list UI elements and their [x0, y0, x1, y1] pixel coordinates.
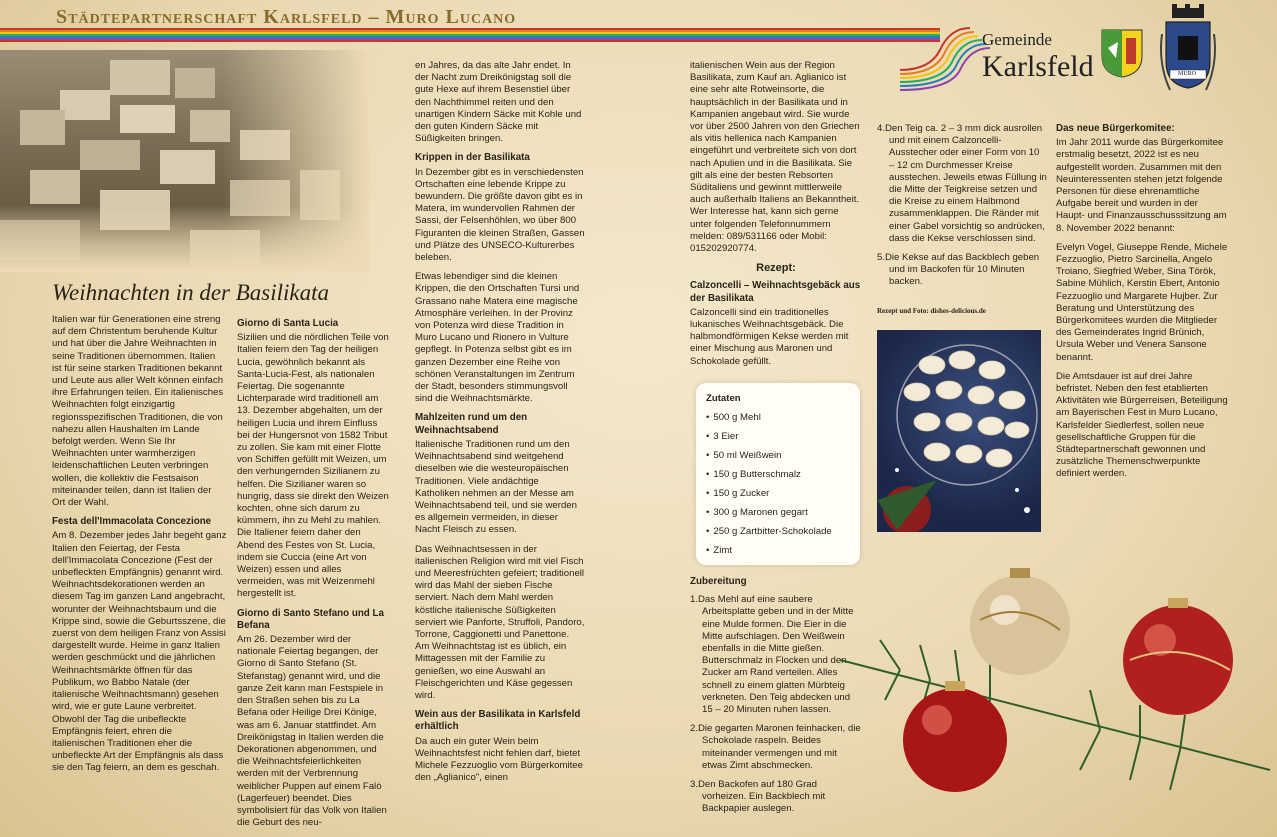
- paragraph: Italienische Traditionen rund um den Weihnachtsabend sind weitgehend dieselben wie die westeuropäischen Traditionen. Viele andächtige Katholiken nehmen an der Messe am Weihnachtsabend teil, und sie werden es allgemein vermeiden, in dieser Nacht Fleisch zu essen.: [415, 438, 577, 536]
- ingredient-item: • Zimt: [706, 541, 850, 560]
- paragraph: Etwas lebendiger sind die kleinen Krippen, die den Ortschaften Tursi und Grassano nahe Matera eine magische Atmosphäre verleihen. In der Provinz von Potenza wird diese Tradition in Muro Lucano und Rionero in Vulture gepflegt. In Potenza selbst gibt es im ganzen Dezember eine Reihe von schönen Veranstaltungen im Zentrum der Stadt, besonders stimmungsvoll sind die Weihnachtsmärkte.: [415, 271, 580, 405]
- article-title: Weihnachten in der Basilikata: [52, 280, 330, 305]
- ingredient-item: • 150 g Butterschmalz: [706, 465, 850, 484]
- step-item: 3.Den Backofen auf 180 Grad vorheizen. Ein Backblech mit Backpapier auslegen.: [690, 779, 826, 815]
- recipe-heading: Rezept:: [756, 262, 796, 275]
- section-heading: Mahlzeiten rund um den Weihnachtsabend: [415, 412, 528, 436]
- paragraph: en Jahres, da das alte Jahr endet. In der Nacht zum Dreikönigstag soll die gute Hexe auf ihrem Besenstiel über den Nachthimmel reiten und den unartigen Kindern Säcke mit Kohle und den guten Kindern Säcke mit Süßigkeiten bringen.: [415, 60, 582, 145]
- column-2: [237, 314, 389, 836]
- photo-fade: [0, 50, 370, 272]
- logo-block: [900, 0, 1277, 105]
- ingredient-item: • 3 Eier: [706, 427, 850, 446]
- section-heading: Krippen in der Basilikata: [415, 152, 530, 164]
- paragraph: Am 26. Dezember wird der nationale Feiertag begangen, der Giorno di Santo Stefano (St. Stefanstag) genannt wird, und die ganze Zeit kann man Festspiele in den Straßen sehen bis zu La Befana oder Heilige Drei Könige, was am 6. Januar stattfindet. Am Dreikönigstag in Italien werden die Dekorationen abgenommen, und die Weihnachtsfeierlichkeiten werden mit der Verbrennung weiblicher Puppen auf einem Falò (Lagerfeuer) beendet. Dies symbolisiert für das Volk von Italien die Geburt des neu-: [237, 634, 387, 829]
- preparation-steps: [690, 576, 862, 823]
- muro-label: MURO: [1178, 71, 1197, 77]
- section-heading: Wein aus der Basilikata in Karlsfeld erhältlich: [415, 709, 581, 733]
- ingredient-item: • 150 g Zucker: [706, 484, 850, 503]
- column-1: [52, 314, 227, 782]
- town-photo: [0, 50, 370, 272]
- paragraph: Calzoncelli sind ein traditionelles lukanisches Weihnachtsgebäck. Die halbmondförmigen Kekse werden mit einer Mischung aus Maronen und Schokolade gefüllt.: [690, 306, 849, 367]
- column-3: [415, 60, 585, 791]
- column-6: [1056, 123, 1228, 488]
- recipe-title: Calzoncelli – Weihnachtsgebäck aus der Basilikata: [690, 280, 861, 304]
- paragraph: Das Weihnachtsessen in der italienischen Religion wird mit viel Fisch und Meeresfrüchten gefeiert; traditionell wird das Mahl der sieben Fische serviert. Nach dem Mahl werden köstliche italienische Süßigkeiten serviert wie Panforte, Struffoli, Pandoro, Torrone, Caggionetti und Panettone. Am Weihnachtstag ist es üblich, ein Mittagessen mit der Familie zu genießen, wo eine Auswahl an Fleischgerichten und Käse gegessen wird.: [415, 543, 585, 701]
- header-title: Städtepartnerschaft Karlsfeld – Muro Lucano: [56, 6, 517, 28]
- rainbow-stripes: [0, 28, 940, 44]
- paragraph: Evelyn Vogel, Giuseppe Rende, Michele Fezzuoglio, Pietro Sarcinella, Angelo Troiano, Siegfried Weber, Sina Török, Sabine Mühlich, Kerstin Ebert, Antonio Fezzuoglio und Margarete Hujber. Zur Beratung und Unterstützung des Bürgerkomitees wurden die Mitglieder des Gemeinderates Ingrid Brünich, Ursula Weber und Venera Sansone benannt.: [1056, 241, 1228, 363]
- karlsfeld-coat-of-arms-icon: [1100, 28, 1144, 78]
- preparation-steps-continued: [877, 123, 1047, 296]
- ingredients-title: Zutaten: [706, 393, 741, 404]
- step-item: 1.Das Mehl auf eine saubere Arbeitsplatte geben und in der Mitte eine Mulde formen. Die Eier in die Mitte aufschlagen. Den Weißwein ebenfalls in die Mitte gießen. Butterschmalz in Flocken und den Zucker am Rand verteilen. Alles schnell zu einem glatten Mürbteig verkneten. Den Teig abdecken und 15 – 20 Minuten ruhen lassen.: [690, 594, 854, 716]
- calzoncelli-cookies-icon: [877, 330, 1041, 532]
- gemeinde-label: Gemeinde: [982, 30, 1052, 49]
- paragraph: Die Amtsdauer ist auf drei Jahre befristet. Neben den fest etablierten Aktivitäten wie Bürgerreisen, Beteiligung am Bayerischen Fest in Muro Lucano, Karlsfelder Siedlerfest, sollen neue gesellschaftliche Gruppen für die Städtepartnerschaft gewonnen und zusätzliche Themenschwerpunkte definiert werden.: [1056, 370, 1228, 480]
- step-item: 4.Den Teig ca. 2 – 3 mm dick ausrollen und mit einem Calzoncelli-Ausstecher oder einer Form von 10 – 12 cm Durchmesser Kreise ausstechen. Jeweils etwas Füllung in die Mitte der Teigkreise setzen und die Kreise zu einem Halbmond zusammenklappen. Die Ränder mit einer Gabel vorsichtig so andrücken, dass die Kekse verschlossen sind.: [877, 123, 1047, 244]
- ingredient-item: • 500 g Mehl: [706, 408, 850, 427]
- cookie-photo: [877, 330, 1041, 532]
- ingredient-item: • 300 g Maronen gegart: [706, 503, 850, 522]
- section-heading: Giorno di Santo Stefano und La Befana: [237, 607, 384, 631]
- ingredient-item: • 250 g Zartbitter-Schokolade: [706, 522, 850, 541]
- column-4: [690, 60, 862, 375]
- step-item: 5.Die Kekse auf das Backblech geben und im Backofen für 10 Minuten backen.: [877, 252, 1040, 288]
- paragraph: Da auch ein guter Wein beim Weihnachtsfest nicht fehlen darf, bietet Michele Fezzuoglio vom Bürgerkomitee den „Aglianico", einen: [415, 735, 583, 784]
- ingredient-item: • 50 ml Weißwein: [706, 446, 850, 465]
- christmas-ornaments-icon: [840, 540, 1277, 837]
- section-heading: Das neue Bürgerkomitee:: [1056, 123, 1175, 134]
- intro-paragraph: Italien war für Generationen eine streng auf dem Christentum beruhende Kultur und hat über die Jahre Weihnachten in seine Traditionen übernommen. Italien ist für seine starken Traditionen bekannt und Leute aus aller Welt können einfach ihre Erfahrungen teilen. Ein italienisches Weihnachten folgt einzigartig regionsspezifischen Traditionen, die von nahezu allen Haushalten im Lande befolgt werden. Wenn Sie Ihr Weihnachten unter warmherzigen leidenschaftlichen Leuten verbringen wollen, die kollektiv die Festsaison miteinander teilen, dann ist Italien der Ort der Wahl.: [52, 314, 224, 509]
- paragraph: italienischen Wein aus der Region Basilikata, zum Kauf an. Aglianico ist eine sehr alte Rotweinsorte, die hauptsächlich in der Basilikata und in Kampanien angebaut wird. Sie wurde vor über 2500 Jahren von den Griechen als vitis hellenica nach Kampanien eingeführt und verbreitete sich von dort nach Apulien und in die Basilikata. Sie gilt als eine der besten Rebsorten Süditaliens und gewinnt mittlerweile auch außerhalb Italiens an Bekanntheit. Wer Interesse hat, kann sich gerne unter folgenden Telefonnummern melden: 089/531166 oder Mobil: 015202920774.: [690, 60, 860, 255]
- paragraph: Sizilien und die nördlichen Teile von Italien feiern den Tag der heiligen Lucia, gewöhnlich bekannt als Santa-Lucia-Fest, als nationalen Feiertag. Die sogenannte Lichterparade wird traditionell am 13. Dezember abgehalten, um der heiligen Lucia und ihrem Einfluss bei der Hungersnot von 1582 Tribut zu zollen. Sie kam mit einer Flotte von Schiffen gefüllt mit Weizen, um den verhungernden Sizilianern zu helfen. Die Sizilianer waren so hungrig, dass sie direkt den Weizen kochten, ohne sich darum zu kümmern, ihn zu Mehl zu mahlen. Die Italiener feiern daher den Abend des Festes von St. Lucia, indem sie Cuccia (eine Art von Weizen) essen und alles vermeiden, was mit Weizenmehl hergestellt ist.: [237, 332, 389, 600]
- section-heading: Festa dell'Immacolata Concezione: [52, 516, 212, 528]
- karlsfeld-label: Karlsfeld: [982, 50, 1094, 83]
- paragraph: Im Jahr 2011 wurde das Bürgerkomitee erstmalig besetzt, 2022 ist es neu aufgestellt worden. Zusammen mit den Neuinteressenten stehen jetzt folgende Personen für diese ehrenamtliche Aufgabe bereit und wurden in der Haupt- und Finanzausschusssitzung am 8. November 2022 benannt:: [1056, 137, 1227, 234]
- preparation-title: Zubereitung: [690, 576, 747, 587]
- photo-credit: Rezept und Foto: dishes-delicious.de: [877, 307, 986, 315]
- section-heading: Giorno di Santa Lucia: [237, 318, 339, 329]
- step-item: 2.Die gegarten Maronen feinhacken, die Schokolade raspeln. Beides miteinander vermengen und mit etwas Zimt abschmecken.: [690, 723, 861, 771]
- paragraph: In Dezember gibt es in verschiedensten Ortschaften eine lebende Krippe zu bewundern. Die größte davon gibt es in Matera, im wundervollen Rahmen der Sassi, der Felsenhöhlen, wo über 800 Figuranten die kleinen Straßen, Gassen und Plätze des UNSECO-Kulturerbes beleben.: [415, 166, 585, 264]
- paragraph: Am 8. Dezember jedes Jahr begeht ganz Italien den Feiertag, der Festa dell'Immacolata Concezione (Fest der unbefleckten Empfängnis) genannt wird. Weihnachtsdekorationen werden an diesem Tag im ganzen Land angebracht, worunter der Weihnachtsbaum und die Krippe sind, sowie die Geburtsszene, die zuerst von dem heiligen Franz von Assisi dargestellt wurde. Heime in ganz Italien werden geschmückt und die jährlichen Weihnachtsmärkte öffnen für das Publikum, wo Babbo Natale (der italienische Weihnachtsmann) gesehen wird, wie er gute Laune verbreitet. Obwohl der Tag die unbefleckte Empfängnis feiert, ehren die italienischen Traditionen eher die unbefleckte Art der Empfängnis als dass sie den Tag feiern, an dem es geschah.: [52, 530, 227, 774]
- muro-coat-of-arms-icon: [1158, 4, 1218, 99]
- ingredients-box: [696, 383, 860, 565]
